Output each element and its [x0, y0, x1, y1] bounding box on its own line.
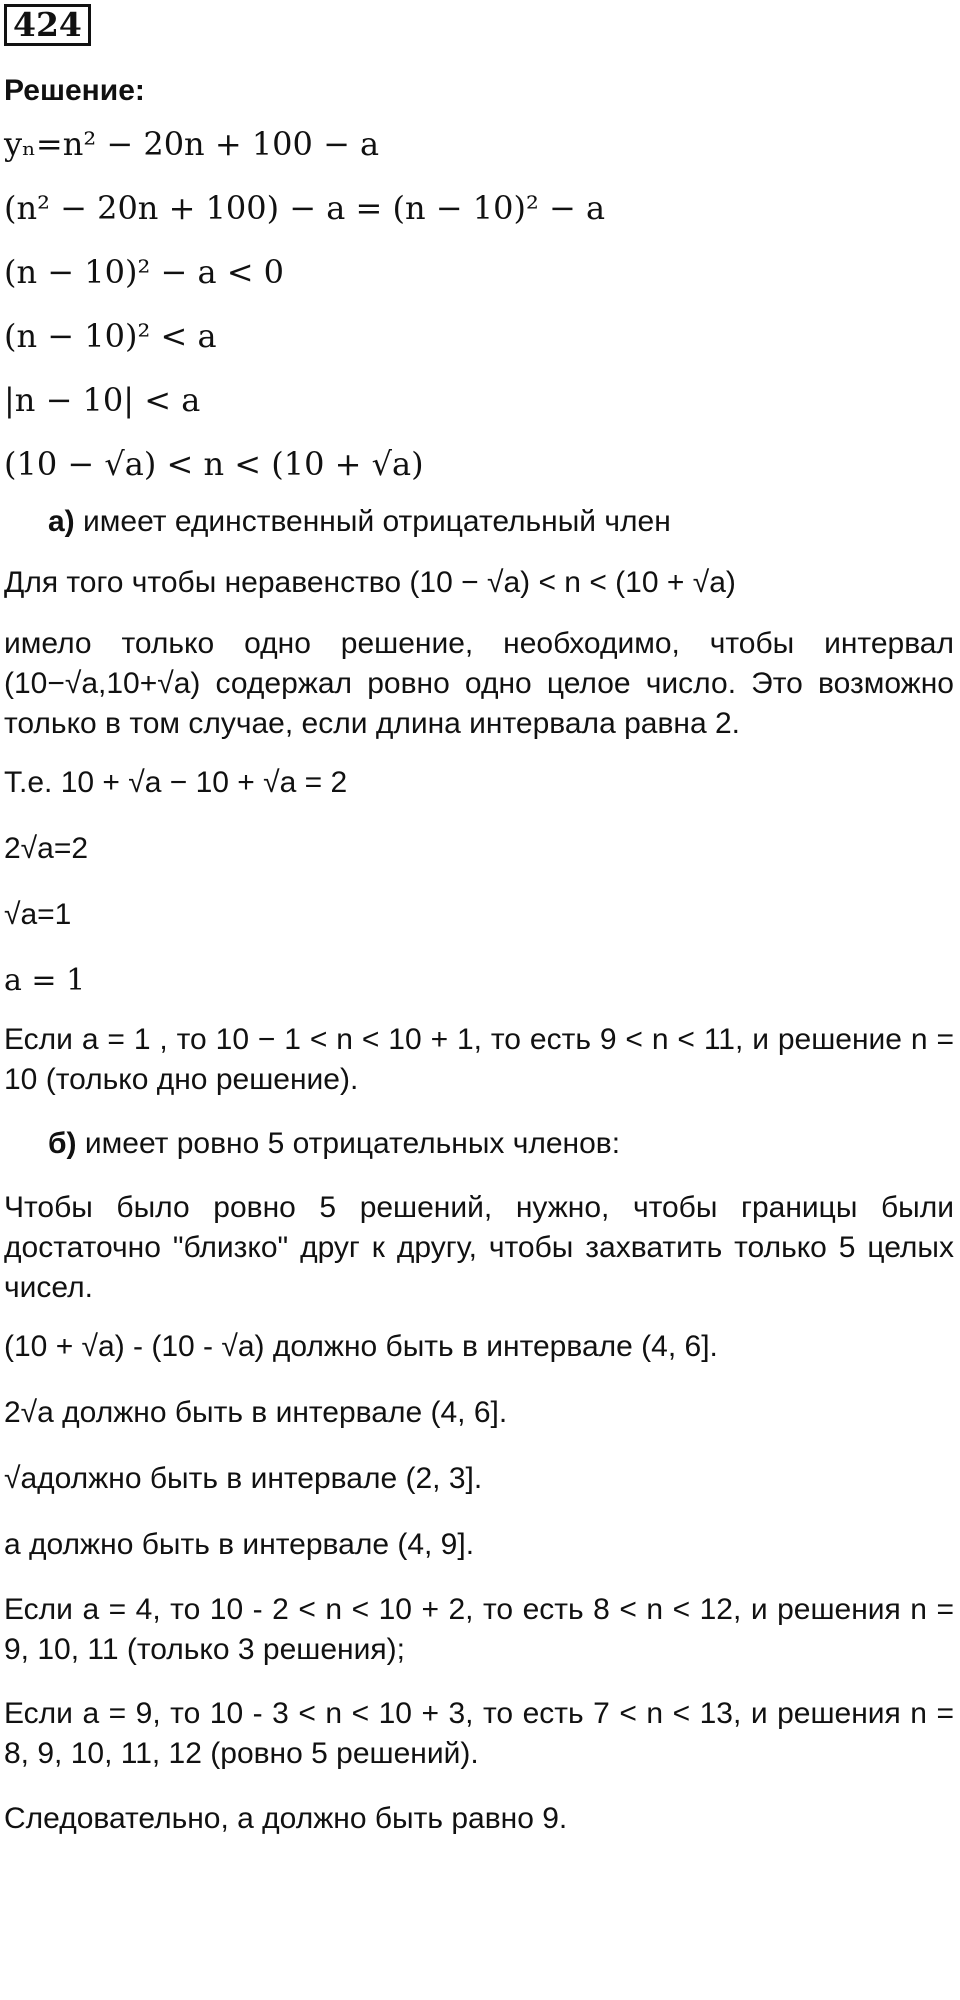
- part-b-heading: [4, 1124, 954, 1164]
- part-b-case-2: Если a = 9, то 10 - 3 < n < 10 + 3, то есть 7 < n < 13, и решения n = 8, 9, 10, 11, 12 (ровно 5 решений).: [4, 1697, 954, 1770]
- equation-1: yₙ=n² − 20n + 100 − a: [4, 125, 380, 163]
- part-a-step-4: a = 1: [4, 963, 86, 998]
- part-a-step-1: Т.е. 10 + √a − 10 + √a = 2: [4, 766, 348, 799]
- equation-5: |n − 10| < a: [4, 381, 201, 419]
- task-number-badge: 424: [4, 4, 91, 46]
- part-a-heading: [4, 502, 954, 542]
- equation-6: (10 − √a) < n < (10 + √a): [4, 445, 424, 483]
- part-b-line-4: a должно быть в интервале (4, 9].: [4, 1528, 475, 1561]
- part-a-intro: Для того чтобы неравенство (10 − √a) < n < (10 + √a): [4, 566, 736, 599]
- equation-2: (n² − 20n + 100) − a = (n − 10)² − a: [4, 189, 606, 227]
- equation-4: (n − 10)² < a: [4, 317, 217, 355]
- part-a-label: а): [48, 505, 75, 538]
- part-b-label: б): [48, 1127, 77, 1160]
- part-a-paragraph: имело только одно решение, необходимо, чтобы интервал (10−√a,10+√a) содержал ровно одно целое число. Это возможно только в том случае, если длина интервала равна 2.: [4, 627, 954, 740]
- part-a-step-3: √a=1: [4, 898, 72, 931]
- solution-heading: Решение:: [4, 74, 145, 107]
- part-b-case-1: Если a = 4, то 10 - 2 < n < 10 + 2, то есть 8 < n < 12, и решения n = 9, 10, 11 (только 3 решения);: [4, 1593, 954, 1666]
- task-number-area: [4, 0, 954, 48]
- part-a-step-2: 2√a=2: [4, 832, 89, 865]
- part-b-line-3: √aдолжно быть в интервале (2, 3].: [4, 1462, 483, 1495]
- equation-3: (n − 10)² − a < 0: [4, 253, 285, 291]
- part-b-title: имеет ровно 5 отрицательных членов:: [84, 1127, 621, 1160]
- part-b-line-2: 2√a должно быть в интервале (4, 6].: [4, 1396, 508, 1429]
- part-a-title: имеет единственный отрицательный член: [83, 505, 671, 538]
- part-a-conclusion: Если a = 1 , то 10 − 1 < n < 10 + 1, то есть 9 < n < 11, и решение n = 10 (только дно решение).: [4, 1023, 954, 1096]
- part-b-final: Следовательно, a должно быть равно 9.: [4, 1802, 568, 1835]
- part-b-paragraph: Чтобы было ровно 5 решений, нужно, чтобы границы были достаточно "близко" друг к другу, чтобы захватить только 5 целых чисел.: [4, 1191, 954, 1304]
- part-b-line-1: (10 + √a) - (10 - √a) должно быть в интервале (4, 6].: [4, 1330, 718, 1363]
